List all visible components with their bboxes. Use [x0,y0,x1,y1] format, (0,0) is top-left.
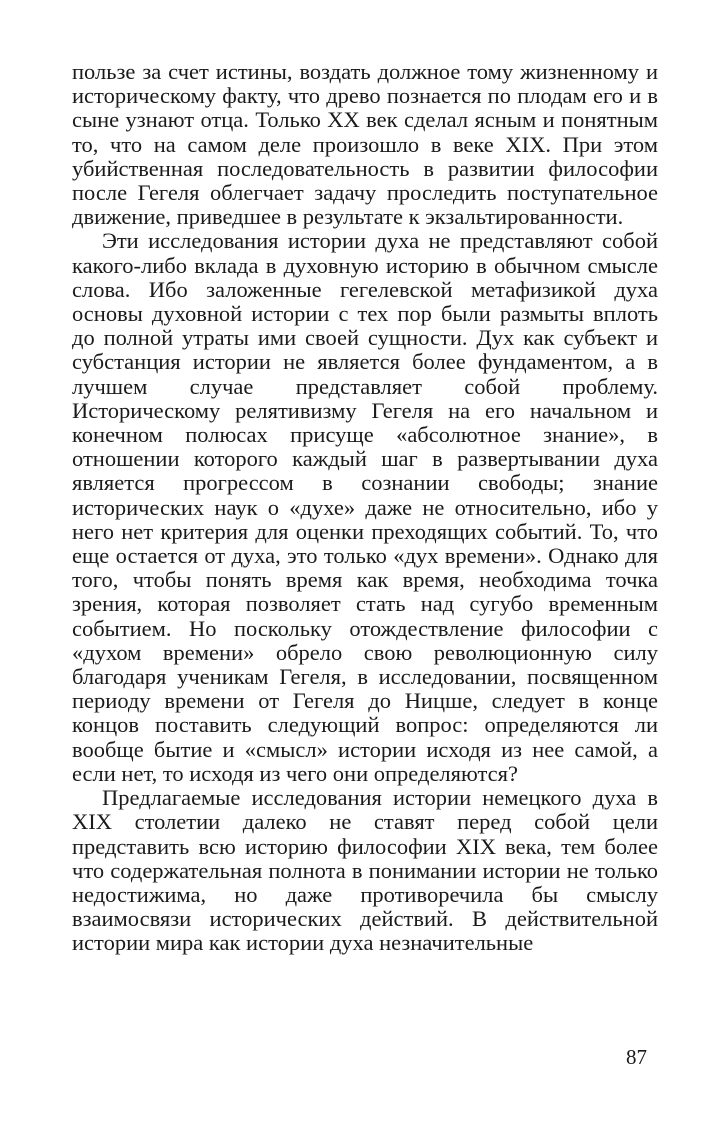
page-number: 87 [626,1045,647,1069]
paragraph-history-of-spirit: Эти исследования истории духа не представляют собой какого-либо вклада в духовную историю в обычном смысле слова. Ибо заложенные гегелевской метафизикой духа основы духовной истории с тех пор были размыты вплоть до полной утраты ими своей сущности. Дух как субъект и субстанция истории не является более фундаментом, а в лучшем случае представляет собой проблему. Историческому релятивизму Гегеля на его начальном и конечном полюсах присуще «абсолютное знание», в отношении которого каждый шаг в развертывании духа является прогрессом в сознании свободы; знание исторических наук о «духе» даже не относительно, ибо у него нет критерия для оценки преходящих событий. То, что еще остается от духа, это только «дух времени». Однако для того, чтобы понять время как время, необходима точка зрения, которая позволяет стать над сугубо временным событием. Но поскольку отождествление философии с «духом времени» обрело свою революционную силу благодаря ученикам Гегеля, в исследовании, посвященном периоду времени от Гегеля до Ницше, следует в конце концов поставить следующий вопрос: определяются ли вообще бытие и «смысл» истории исходя из нее самой, а если нет, то исходя из чего они определяются? [72,228,658,786]
paragraph-continued: пользе за счет истины, воздать должное тому жизненному и историческому факту, что древо познается по плодам его и в сыне узнают отца. Только XX век сделал ясным и понятным то, что на самом деле произошло в веке XIX. При этом убийственная последовательность в развитии философии после Гегеля облегчает задачу проследить поступательное движение, приведшее в результате к экзальтированности. [72,59,658,230]
page-body [72,60,658,956]
paragraph-proposed-studies: Предлагаемые исследования истории немецкого духа в XIX столетии далеко не ставят перед собой цели представить всю историю философии XIX века, тем более что содержательная полнота в понимании истории не только недостижима, но даже противоречила бы смыслу взаимосвязи исторических действий. В действительной истории мира как истории духа незначительные [72,785,658,956]
